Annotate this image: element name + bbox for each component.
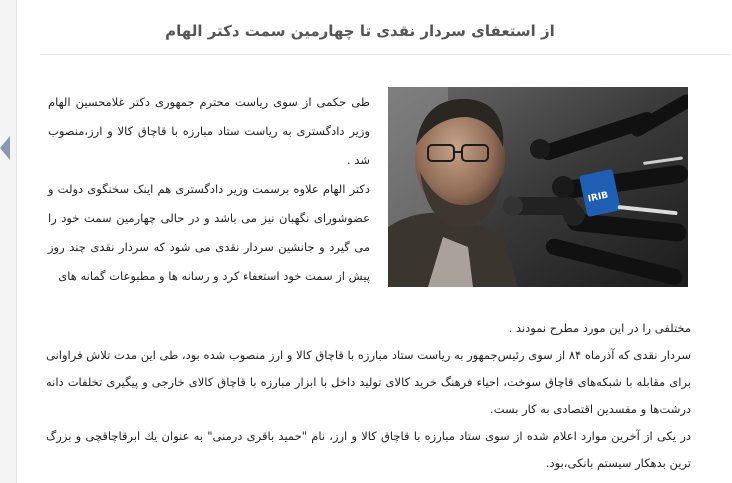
- paragraph-naghdi-record: سردار نقدی که آذرماه ۸۴ از سوی رئیس‌جمهور به ریاست ستاد مبارزه با قاچاق کالا و ارز منصوب شده بود، طی این مدت تلاش فراوانی برای مقابله با شبکه‌های قاچاق سوخت، احیاء فرهنگ خرید کالای تولید داخل با ابزار مبارزه با قاچاق کالای خارجی و پیگیری تخلفات دانه درشت‌ها و مفسدین اقتصادی به کار بست.: [46, 348, 691, 416]
- paragraph-continuation: مختلفی را در این مورد مطرح نمودند .: [508, 321, 691, 335]
- speaker-at-microphones-image: [388, 87, 688, 287]
- left-side-strip: [0, 0, 17, 483]
- title-divider: [40, 54, 730, 55]
- article-intro-text: [48, 88, 370, 291]
- previous-arrow-icon[interactable]: [0, 136, 10, 160]
- paragraph-elham-positions: دکتر الهام علاوه برسمت وزیر دادگستری هم اینک سخنگوی دولت و عضوشورای نگهبان نیز می باشد و در حالی چهارمین سمت خود را می گیرد و جانشین سردار نقدی می شود که سردار نقدی چند روز پیش از سمت خود استعفاء کرد و رسانه ها و مطبوعات گمانه های: [48, 182, 370, 283]
- paragraph-appointment: طی حکمی از سوی ریاست محترم جمهوری دکتر غلامحسین الهام وزیر دادگستری به ریاست ستاد مبارزه با قاچاق کالا و ارز،منصوب شد .: [48, 95, 370, 167]
- article-title: از استعفای سردار نقدی تا چهارمین سمت دکتر الهام: [165, 22, 555, 40]
- article-body-text: [46, 315, 691, 477]
- news-photo: [388, 87, 688, 287]
- mic-logo-text: IRIB: [587, 190, 610, 205]
- paragraph-last-case: در یکی از آخرین موارد اعلام شده از سوی ستاد مبارزه با قاچاق کالا و ارز، نام "حمید باقری درمنی" به عنوان یك ابرقاچاقچی و بزرگ ترین بدهکار سیستم بانکی،بود.: [46, 429, 691, 470]
